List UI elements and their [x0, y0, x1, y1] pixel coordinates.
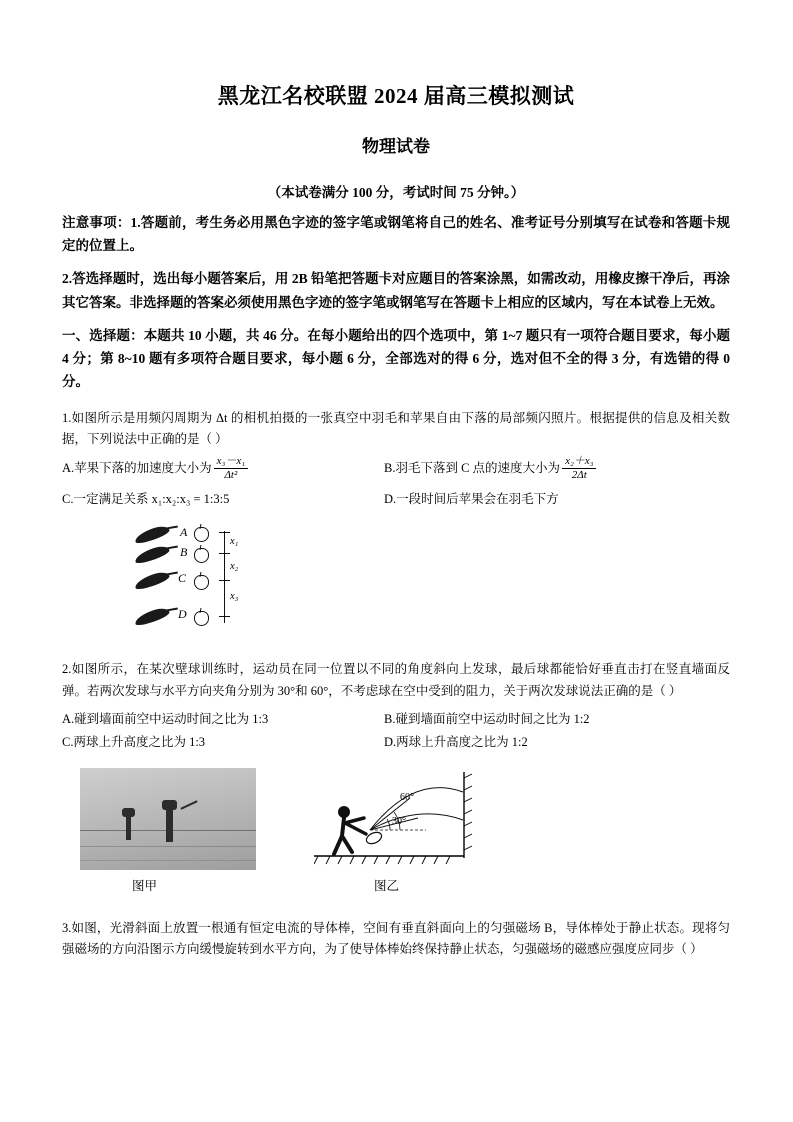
question-2-option-b: B.碰到墙面前空中运动时间之比为 1:2	[384, 711, 590, 726]
feather-icon	[133, 524, 171, 546]
option-a-text: A.苹果下落的加速度大小为	[62, 461, 212, 476]
figure-label-b: B	[180, 545, 188, 560]
question-1-stem: 如图所示是用频闪周期为 Δt 的相机拍摄的一张真空中羽毛和苹果自由下落的局部频闪照片。根据提供的信息及相关数据，下列说法中正确的是（ ）	[62, 410, 730, 446]
apple-icon	[194, 527, 209, 542]
question-2	[62, 659, 730, 702]
question-2-option-c: C.两球上升高度之比为 1:3	[62, 735, 206, 750]
figure-distance-x2: x₂	[230, 561, 239, 573]
question-1-number: 1.	[62, 410, 72, 425]
figure-label-a: A	[180, 525, 188, 540]
angle-label-30: 30°	[392, 816, 406, 828]
section-1-heading: 一、选择题：本题共 10 小题，共 46 分。在每小题给出的四个选项中，第 1~7 题只有一项符合题目要求，每小题 4 分；第 8~10 题有多项符合题目要求，每小题 6 分，全部选对的得 6 分，选对但不全的得 3 分，有选错的得 0 分。	[62, 327, 730, 390]
question-2-options	[62, 708, 730, 754]
squash-trajectory-diagram	[314, 768, 500, 870]
player-figure	[166, 808, 173, 842]
question-2-option-a: A.碰到墙面前空中运动时间之比为 1:3	[62, 711, 269, 726]
question-1-option-a	[62, 456, 384, 482]
figure-caption-jia: 图甲	[132, 879, 158, 894]
question-3-stem: 如图，光滑斜面上放置一根通有恒定电流的导体棒，空间有垂直斜面向上的匀强磁场 B，导体棒处于静止状态。现将匀强磁场的方向沿图示方向缓慢旋转到水平方向，为了使导体棒始终保持静止状态，匀强磁场的磁感应强度应同步（ ）	[62, 921, 730, 957]
player-figure	[122, 808, 135, 817]
figure-measure-axis	[224, 531, 225, 623]
question-1	[62, 408, 730, 451]
question-2-stem: 如图所示，在某次壁球训练时，运动员在同一位置以不同的角度斜向上发球，最后球都能恰好垂直击打在竖直墙面反弹。若两次发球与水平方向夹角分别为 30°和 60°，不考虑球在空中受到的阻力，关于两次发球说法正确的是（ ）	[62, 662, 730, 698]
feather-icon	[133, 570, 171, 592]
figure-distance-x3: x₃	[230, 591, 239, 603]
page-content	[62, 80, 730, 961]
player-racket	[180, 800, 197, 809]
question-1-options	[62, 456, 730, 511]
question-3	[62, 918, 730, 961]
figure-label-d: D	[178, 607, 187, 622]
angle-label-60: 60°	[400, 792, 414, 804]
figure-tick	[219, 580, 230, 581]
player-figure	[162, 800, 177, 810]
feather-icon	[133, 544, 171, 566]
figure-tick	[219, 532, 230, 533]
option-b-fraction: $\frac{\text{x₂＋x₃}}{2\Delta t}$	[562, 455, 596, 481]
apple-icon	[194, 575, 209, 590]
trajectory-svg	[314, 768, 500, 870]
figure-distance-x1: x₁	[230, 536, 239, 548]
player-figure	[126, 814, 131, 840]
question-1-option-c: C.一定满足关系 x₁:x₂:x₃ = 1:3:5	[62, 492, 230, 507]
option-a-fraction: $\frac{\text{x₃－x₁}}{\text{Δt²}}$	[214, 455, 248, 481]
question-2-number: 2.	[62, 662, 72, 677]
feather-icon	[133, 606, 171, 628]
figure-label-c: C	[178, 571, 187, 586]
figure-tick	[219, 553, 230, 554]
page-title: 黑龙江名校联盟 2024 届高三模拟测试	[217, 84, 575, 108]
squash-court-photo	[80, 768, 256, 870]
figure-tick	[219, 616, 230, 617]
question-1-option-d: D.一段时间后苹果会在羽毛下方	[384, 492, 559, 507]
notice-paragraph-2: 2.答选择题时，选出每小题答案后，用 2B 铅笔把答题卡对应题目的答案涂黑，如需改动，用橡皮擦干净后，再涂其它答案。非选择题的答案必须使用黑色字迹的签字笔或钢笔写在答题卡上相应的区域内，写在本试卷上无效。	[62, 271, 730, 310]
question-1-option-b	[384, 456, 730, 482]
question-2-option-d: D.两球上升高度之比为 1:2	[384, 735, 528, 750]
notice-paragraph-1: 注意事项：1.答题前，考生务必用黑色字迹的签字笔或钢笔将自己的姓名、准考证号分别填写在试卷和答题卡规定的位置上。	[62, 215, 730, 254]
question-3-number: 3.	[62, 921, 72, 936]
exam-meta: （本试卷满分 100 分，考试时间 75 分钟。）	[267, 185, 525, 200]
apple-icon	[194, 548, 209, 563]
figure-strobe-photo	[62, 523, 730, 645]
figure-caption-yi: 图乙	[374, 879, 400, 894]
paper-subject-title: 物理试卷	[362, 137, 430, 156]
option-b-text: B.羽毛下落到 C 点的速度大小为	[384, 461, 561, 476]
apple-icon	[194, 611, 209, 626]
figure-squash	[62, 768, 730, 900]
